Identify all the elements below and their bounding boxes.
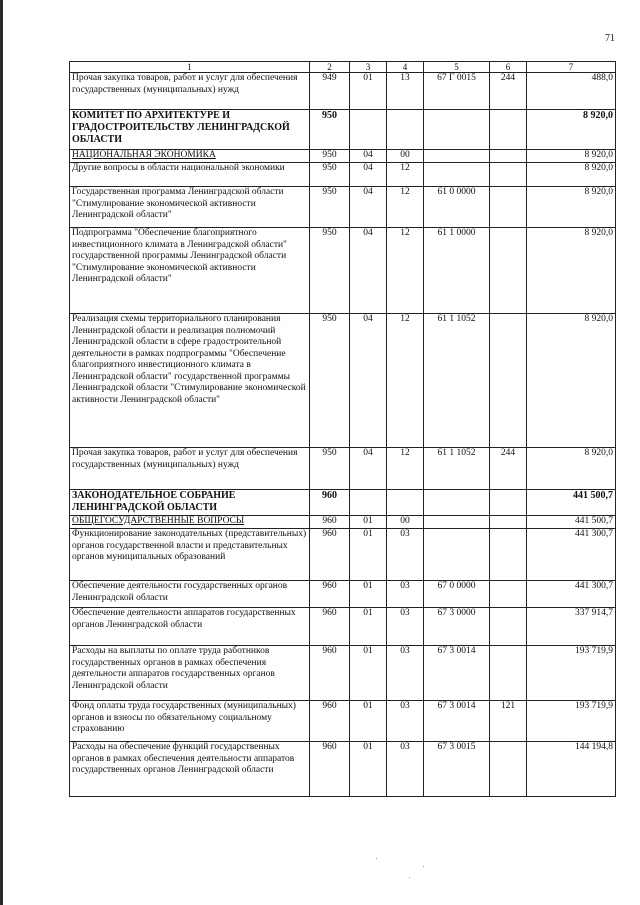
row-expense-type: 244 [490,73,527,110]
budget-table [69,61,616,797]
row-ministry-code: 960 [310,581,350,608]
row-ministry-code: 950 [310,228,350,314]
row-section-code [350,110,387,150]
row-section-code: 04 [350,314,387,448]
row-subsection-code: 13 [387,73,424,110]
row-subsection-code: 03 [387,742,424,797]
row-expense-type [490,314,527,448]
row-section-code: 04 [350,228,387,314]
scan-speck [376,858,377,859]
row-target-code [424,490,490,516]
table-row [70,150,616,163]
table-row [70,187,616,228]
row-amount: 8 920,0 [527,448,616,490]
row-amount: 441 500,7 [527,490,616,516]
row-target-code: 67 Г 0015 [424,73,490,110]
row-subsection-code: 03 [387,581,424,608]
scan-speck [423,866,424,867]
row-name: Фонд оплаты труда государственных (муниципальных) органов и взносы по обязательному социальному страхованию [70,701,310,742]
row-name: Прочая закупка товаров, работ и услуг для обеспечения государственных (муниципальных) нужд [70,73,310,110]
table-row [70,448,616,490]
scan-binder-edge [0,0,3,905]
row-ministry-code: 950 [310,187,350,228]
row-section-code: 01 [350,581,387,608]
row-name: Функционирование законодательных (представительных) органов государственной власти и представительных органов муниципальных образований [70,529,310,581]
table-row [70,228,616,314]
table-row [70,490,616,516]
row-ministry-code: 960 [310,529,350,581]
row-section-code: 01 [350,529,387,581]
row-subsection-code: 00 [387,516,424,529]
row-target-code: 61 1 1052 [424,448,490,490]
table-row [70,742,616,797]
row-section-code: 04 [350,448,387,490]
row-section-code: 04 [350,150,387,163]
table-row [70,608,616,646]
row-target-code: 67 3 0015 [424,742,490,797]
row-name: Подпрограмма "Обеспечение благоприятного инвестиционного климата в Ленинградской области" государственной программы Ленинградской области "Стимулирование экономической активности Ленинградской области" [70,228,310,314]
row-expense-type [490,581,527,608]
row-name: Прочая закупка товаров, работ и услуг для обеспечения государственных (муниципальных) нужд [70,448,310,490]
row-name: Расходы на выплаты по оплате труда работников государственных органов в рамках обеспечения деятельности аппаратов государственных органов Ленинградской области [70,646,310,701]
row-target-code: 61 0 0000 [424,187,490,228]
row-section-code [350,490,387,516]
row-name: Расходы на обеспечение функций государственных органов в рамках обеспечения деятельности аппаратов государственных органов Ленинградской области [70,742,310,797]
header-col-7: 7 [527,62,616,73]
row-expense-type [490,529,527,581]
table-row [70,110,616,150]
row-target-code [424,516,490,529]
row-amount: 193 719,9 [527,701,616,742]
table-row [70,314,616,448]
row-ministry-code: 950 [310,448,350,490]
row-subsection-code: 12 [387,163,424,187]
table-row [70,529,616,581]
row-subsection-code: 03 [387,646,424,701]
row-target-code: 67 3 0014 [424,646,490,701]
row-section-code: 01 [350,516,387,529]
row-section-code: 01 [350,73,387,110]
row-name: КОМИТЕТ ПО АРХИТЕКТУРЕ И ГРАДОСТРОИТЕЛЬСТВУ ЛЕНИНГРАДСКОЙ ОБЛАСТИ [70,110,310,150]
row-section-code: 04 [350,187,387,228]
row-amount: 8 920,0 [527,110,616,150]
row-target-code [424,163,490,187]
row-amount: 193 719,9 [527,646,616,701]
row-ministry-code: 950 [310,314,350,448]
row-section-code: 01 [350,701,387,742]
row-subsection-code [387,490,424,516]
row-amount: 144 194,8 [527,742,616,797]
row-amount: 8 920,0 [527,228,616,314]
row-expense-type [490,608,527,646]
row-subsection-code: 12 [387,314,424,448]
header-col-2: 2 [310,62,350,73]
row-target-code: 67 3 0014 [424,701,490,742]
row-ministry-code: 950 [310,110,350,150]
row-subsection-code: 03 [387,608,424,646]
row-expense-type [490,490,527,516]
row-name: НАЦИОНАЛЬНАЯ ЭКОНОМИКА [70,150,310,163]
row-name: Государственная программа Ленинградской области "Стимулирование экономической активности Ленинградской области" [70,187,310,228]
row-expense-type [490,187,527,228]
row-expense-type [490,516,527,529]
header-col-1: 1 [70,62,310,73]
row-target-code: 67 0 0000 [424,581,490,608]
row-target-code: 61 1 1052 [424,314,490,448]
row-amount: 488,0 [527,73,616,110]
table-header-row [70,62,616,73]
header-col-3: 3 [350,62,387,73]
row-section-code: 01 [350,646,387,701]
row-subsection-code [387,110,424,150]
page-number: 71 [605,33,615,44]
row-section-code: 01 [350,608,387,646]
row-target-code [424,110,490,150]
row-expense-type: 121 [490,701,527,742]
row-ministry-code: 960 [310,490,350,516]
table-row [70,581,616,608]
row-name: ОБЩЕГОСУДАРСТВЕННЫЕ ВОПРОСЫ [70,516,310,529]
header-col-4: 4 [387,62,424,73]
row-name: Обеспечение деятельности аппаратов государственных органов Ленинградской области [70,608,310,646]
row-target-code [424,150,490,163]
table-row [70,516,616,529]
row-expense-type [490,742,527,797]
table-row [70,73,616,110]
row-amount: 441 500,7 [527,516,616,529]
row-subsection-code: 03 [387,701,424,742]
row-ministry-code: 960 [310,608,350,646]
row-section-code: 01 [350,742,387,797]
row-section-code: 04 [350,163,387,187]
row-subsection-code: 12 [387,228,424,314]
row-amount: 8 920,0 [527,163,616,187]
row-name: ЗАКОНОДАТЕЛЬНОЕ СОБРАНИЕ ЛЕНИНГРАДСКОЙ ОБЛАСТИ [70,490,310,516]
row-expense-type [490,163,527,187]
row-ministry-code: 950 [310,150,350,163]
row-subsection-code: 12 [387,448,424,490]
row-subsection-code: 03 [387,529,424,581]
scan-speck [409,877,410,878]
row-name: Реализация схемы территориального планирования Ленинградской области и реализация полномочий Ленинградской области в сфере градостроительной деятельности в рамках подпрограммы "Обеспечение благоприятного инвестиционного климата в Ленинградской области" государственной программы Ленинградской области "Стимулирование экономической активности Ленинградской области" [70,314,310,448]
table-row [70,646,616,701]
row-expense-type [490,228,527,314]
row-ministry-code: 949 [310,73,350,110]
row-subsection-code: 00 [387,150,424,163]
row-ministry-code: 960 [310,742,350,797]
table-row [70,701,616,742]
row-expense-type [490,646,527,701]
row-target-code: 61 1 0000 [424,228,490,314]
row-amount: 8 920,0 [527,187,616,228]
row-ministry-code: 950 [310,163,350,187]
row-amount: 337 914,7 [527,608,616,646]
row-name: Обеспечение деятельности государственных органов Ленинградской области [70,581,310,608]
row-expense-type [490,150,527,163]
row-ministry-code: 960 [310,701,350,742]
row-amount: 441 300,7 [527,529,616,581]
row-ministry-code: 960 [310,516,350,529]
row-amount: 441 300,7 [527,581,616,608]
row-expense-type [490,110,527,150]
header-col-6: 6 [490,62,527,73]
header-col-5: 5 [424,62,490,73]
row-ministry-code: 960 [310,646,350,701]
row-amount: 8 920,0 [527,150,616,163]
row-expense-type: 244 [490,448,527,490]
row-amount: 8 920,0 [527,314,616,448]
row-subsection-code: 12 [387,187,424,228]
row-target-code: 67 3 0000 [424,608,490,646]
table-row [70,163,616,187]
row-name: Другие вопросы в области национальной экономики [70,163,310,187]
row-target-code [424,529,490,581]
